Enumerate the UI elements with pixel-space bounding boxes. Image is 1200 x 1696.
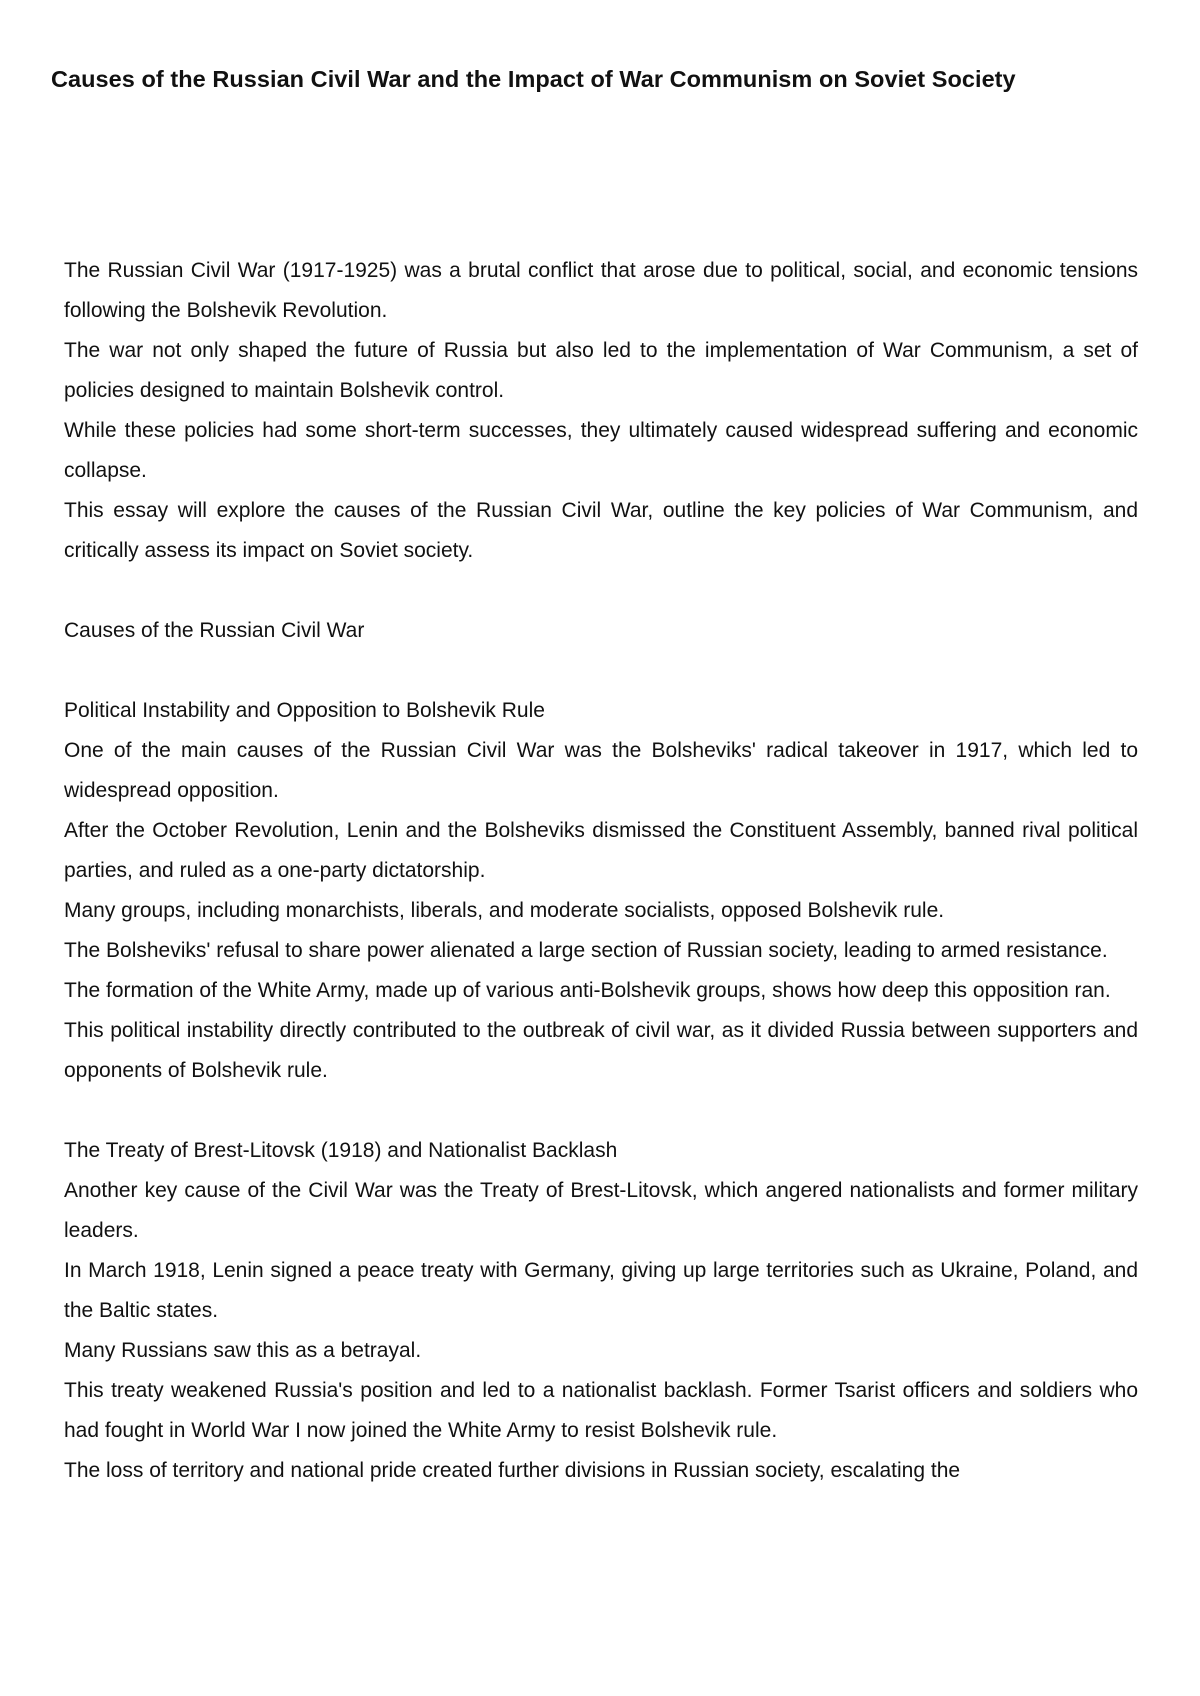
- subsection2-paragraph-5: The loss of territory and national pride created further divisions in Russian society, escalating the: [64, 1459, 961, 1482]
- subsection-heading-political-instability: Political Instability and Opposition to Bolshevik Rule: [64, 699, 545, 722]
- spacer: [64, 571, 1138, 611]
- section-heading: Causes of the Russian Civil War: [64, 619, 365, 642]
- subsection2-paragraph-1: Another key cause of the Civil War was the Treaty of Brest-Litovsk, which angered nationalists and former military leaders.: [64, 1179, 1138, 1242]
- intro-paragraph-1: The Russian Civil War (1917-1925) was a brutal conflict that arose due to political, social, and economic tensions following the Bolshevik Revolution.: [64, 259, 1138, 322]
- intro-paragraph-4: This essay will explore the causes of the Russian Civil War, outline the key policies of War Communism, and critically assess its impact on Soviet society.: [64, 499, 1138, 562]
- document-title: Causes of the Russian Civil War and the Impact of War Communism on Soviet Society: [51, 66, 1016, 92]
- spacer: [64, 1091, 1138, 1131]
- spacer: [64, 651, 1138, 691]
- subsection1-paragraph-3: Many groups, including monarchists, liberals, and moderate socialists, opposed Bolshevik rule.: [64, 899, 945, 922]
- subsection1-paragraph-1: One of the main causes of the Russian Civil War was the Bolsheviks' radical takeover in 1917, which led to widespread opposition.: [64, 739, 1138, 802]
- subsection1-paragraph-6: This political instability directly contributed to the outbreak of civil war, as it divided Russia between supporters and opponents of Bolshevik rule.: [64, 1019, 1138, 1082]
- subsection2-paragraph-4: This treaty weakened Russia's position and led to a nationalist backlash. Former Tsarist officers and soldiers who had fought in World War I now joined the White Army to resist Bolshevik rule.: [64, 1379, 1138, 1442]
- subsection2-paragraph-3: Many Russians saw this as a betrayal.: [64, 1339, 422, 1362]
- subsection-heading-brest-litovsk: The Treaty of Brest-Litovsk (1918) and Nationalist Backlash: [64, 1139, 618, 1162]
- intro-paragraph-2: The war not only shaped the future of Russia but also led to the implementation of War Communism, a set of policies designed to maintain Bolshevik control.: [64, 339, 1138, 402]
- document-body: [64, 251, 1138, 1491]
- subsection1-paragraph-2: After the October Revolution, Lenin and the Bolsheviks dismissed the Constituent Assembly, banned rival political parties, and ruled as a one-party dictatorship.: [64, 819, 1138, 882]
- subsection2-paragraph-2: In March 1918, Lenin signed a peace treaty with Germany, giving up large territories such as Ukraine, Poland, and the Baltic states.: [64, 1259, 1138, 1322]
- subsection1-paragraph-4: The Bolsheviks' refusal to share power alienated a large section of Russian society, leading to armed resistance.: [64, 939, 1108, 962]
- subsection1-paragraph-5: The formation of the White Army, made up of various anti-Bolshevik groups, shows how deep this opposition ran.: [64, 979, 1111, 1002]
- intro-paragraph-3: While these policies had some short-term successes, they ultimately caused widespread suffering and economic collapse.: [64, 419, 1138, 482]
